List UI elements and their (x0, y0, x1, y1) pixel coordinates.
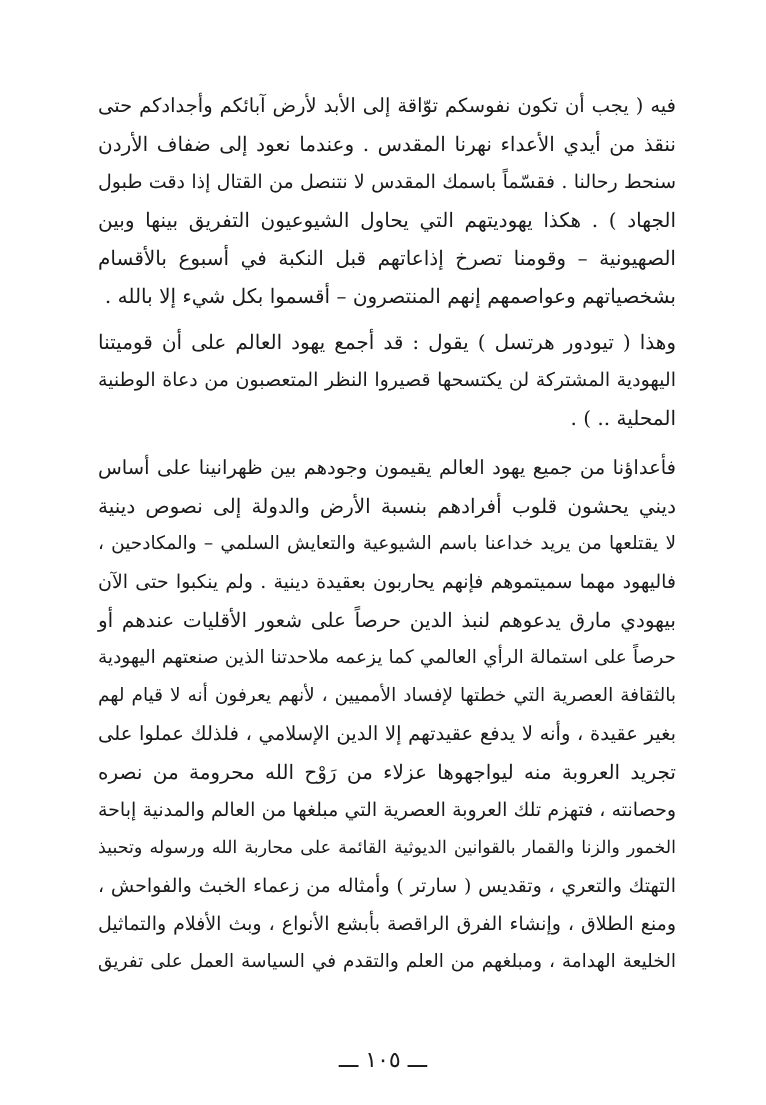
paragraph-2 (98, 323, 676, 437)
text-line: ومنع الطلاق ، وإنشاء الفرق الراقصة بأبشع الأنواع ، وبث الأفلام والتماثيل (98, 913, 676, 935)
text-line: بغير عقيدة ، وأنه لا يدفع عقيدتهم إلا الدين الإسلامي ، فلذلك عملوا على (98, 722, 676, 745)
text-line: حرصاً على استمالة الرأي العالمي كما يزعمه ملاحدتنا الذين صنعتهم اليهودية (98, 647, 676, 668)
text-line: ننقذ من أيدي الأعداء نهرنا المقدس . وعندما نعود إلى ضفاف الأردن (98, 132, 676, 156)
text-line: وحصانته ، فتهزم تلك العروبة العصرية التي مبلغها من العالم والمدنية إباحة (98, 799, 676, 821)
text-line: بيهودي مارق يدعوهم لنبذ الدين حرصاً على شعور الأقليات عندهم أو (98, 608, 676, 632)
text-line: تجريد العروبة منه ليواجهوها عزلاء من رَوْح الله محرومة من نصره (98, 760, 676, 784)
text-line: لا يقتلعها من يريد خداعنا باسم الشيوعية والتعايش السلمي – والمكادحين ، (98, 533, 676, 554)
text-line: ديني يحشون قلوب أفرادهم بنسبة الأرض والدولة إلى نصوص دينية (98, 494, 676, 518)
paragraph-1 (98, 87, 676, 315)
text-line: فأعداؤنا من جميع يهود العالم يقيمون وجودهم بين ظهرانينا على أساس (98, 456, 676, 479)
text-line: بالثقافة العصرية التي خطتها لإفساد الأمميين ، لأنهم يعرفون أنه لا قيام لهم (98, 685, 676, 706)
page-number: ـــ ١٠٥ ـــ (338, 1048, 428, 1073)
text-line: الخمور والزنا والقمار بالقوانين الديوثية القائمة على محاربة الله ورسوله وتحبيذ (98, 838, 676, 858)
text-line: وهذا ( تيودور هرتسل ) يقول : قد أجمع يهود العالم على أن قوميتنا (98, 330, 676, 354)
text-line: الخليعة الهدامة ، ومبلغهم من العلم والتقدم في السياسة العمل على تفريق (98, 951, 676, 972)
text-line: الصهيونية – وقومنا تصرخ إذاعاتهم قبل النكبة في أسبوع بالأقسام (98, 246, 676, 270)
text-line: فاليهود مهما سميتموهم فإنهم يحاربون بعقيدة دينية . ولم ينكبوا حتى الآن (98, 571, 676, 593)
text-line: سنحط رحالنا . فقسّماً باسمك المقدس لا نتنصل من القتال إذا دقت طبول (98, 171, 676, 193)
paragraph-3 (98, 449, 676, 981)
text-line: اليهودية المشتركة لن يكتسحها قصيروا النظر المتعصبون من دعاة الوطنية (98, 369, 676, 391)
text-line: بشخصياتهم وعواصمهم إنهم المنتصرون – أقسموا بكل شيء إلا بالله . (104, 284, 676, 308)
text-line: المحلية .. ) . (570, 406, 676, 430)
text-line: التهتك والتعري ، وتقديس ( سارتر ) وأمثاله من زعماء الخبث والفواحش ، (98, 875, 676, 897)
text-line: فيه ( يجب أن تكون نفوسكم توّاقة إلى الأبد لأرض آبائكم وأجدادكم حتى (98, 94, 676, 117)
text-line: الجهاد ) . هكذا يهوديتهم التي يحاول الشيوعيون التفريق بينها وبين (98, 208, 676, 232)
